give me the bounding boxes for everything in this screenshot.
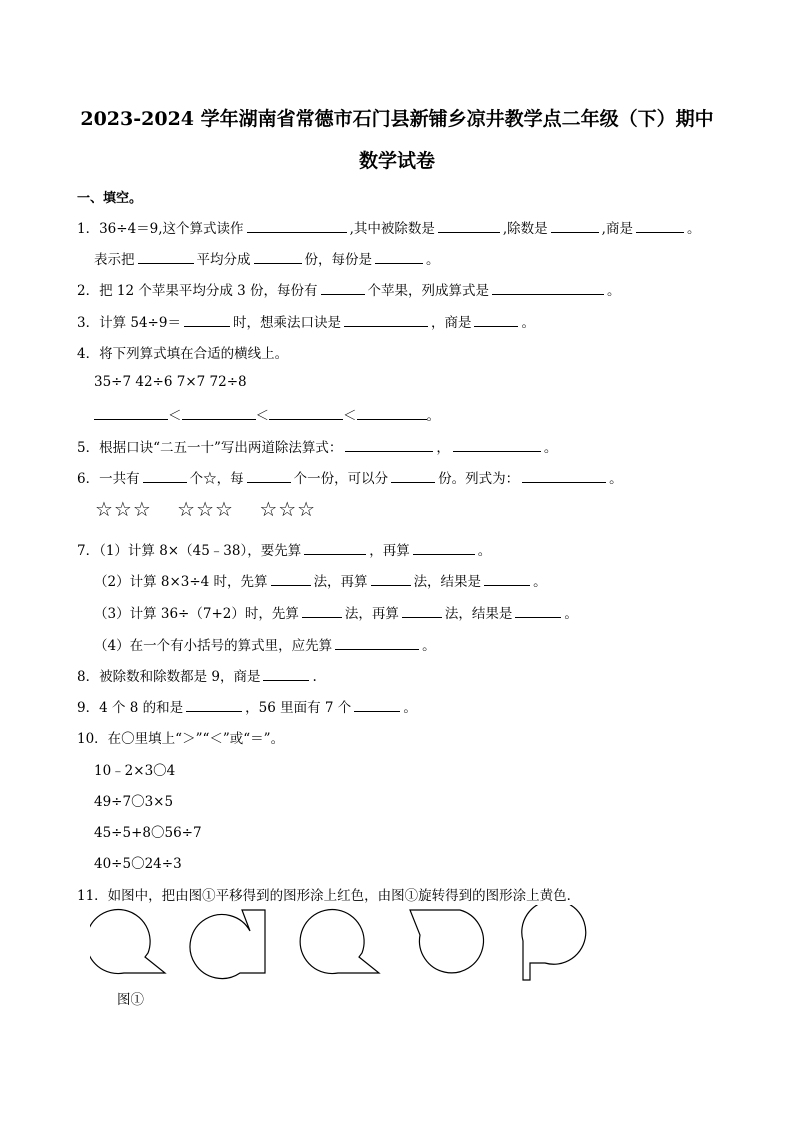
star-group-icon: ☆☆☆ bbox=[259, 497, 317, 521]
figure-4-shape bbox=[410, 910, 483, 973]
answer-blank[interactable] bbox=[186, 697, 242, 712]
answer-blank[interactable] bbox=[391, 468, 435, 483]
answer-blank[interactable] bbox=[304, 540, 366, 555]
star-group-icon: ☆☆☆ bbox=[177, 497, 234, 521]
question-7-4: （4）在一个有小括号的算式里，应先算 。 bbox=[94, 634, 436, 654]
answer-blank[interactable] bbox=[345, 437, 433, 452]
question-10: 10．在〇里填上“＞”“＜”或“＝”。 bbox=[77, 731, 285, 747]
answer-blank[interactable] bbox=[402, 603, 442, 618]
answer-blank[interactable] bbox=[182, 405, 256, 420]
star-group-icon: ☆☆☆ bbox=[95, 497, 152, 521]
question-11: 11．如图中，把由图①平移得到的图形涂上红色，由图①旋转得到的图形涂上黄色． bbox=[77, 888, 581, 904]
question-2: 2．把 12 个苹果平均分成 3 份，每份有 个苹果，列成算式是 。 bbox=[77, 279, 621, 299]
question-6: 6．一共有 个☆，每 个一份，可以分 份。列式为： 。 bbox=[77, 467, 623, 487]
answer-blank[interactable] bbox=[271, 571, 311, 586]
question-1: 1．36÷4＝9,这个算式读作 ,其中被除数是 ,除数是 ,商是 。 bbox=[77, 217, 700, 237]
compare-item[interactable]: 40÷5〇24÷3 bbox=[94, 856, 182, 872]
question-9: 9．4 个 8 的和是 ，56 里面有 7 个 。 bbox=[77, 696, 417, 716]
answer-blank[interactable] bbox=[247, 468, 291, 483]
answer-blank[interactable] bbox=[143, 468, 187, 483]
question-4-expressions: 35÷7 42÷6 7×7 72÷8 bbox=[94, 374, 247, 390]
figure-2-shape bbox=[190, 910, 265, 979]
figure-1-shape bbox=[90, 910, 165, 974]
answer-blank[interactable] bbox=[484, 571, 530, 586]
exam-title-line-1: 2023-2024 学年湖南省常德市石门县新铺乡凉井教学点二年级（下）期中 bbox=[80, 108, 714, 130]
answer-blank[interactable] bbox=[321, 280, 365, 295]
question-8: 8．被除数和除数都是 9，商是 . bbox=[77, 665, 317, 685]
answer-blank[interactable] bbox=[636, 218, 684, 233]
answer-blank[interactable] bbox=[453, 437, 541, 452]
answer-blank[interactable] bbox=[138, 249, 194, 264]
answer-blank[interactable] bbox=[254, 249, 302, 264]
question-3: 3．计算 54÷9＝ 时，想乘法口诀是 ，商是 。 bbox=[77, 311, 535, 331]
answer-blank[interactable] bbox=[515, 603, 561, 618]
shapes-figure bbox=[90, 905, 590, 985]
question-7-2: （2）计算 8×3÷4 时，先算 法，再算 法，结果是 。 bbox=[94, 570, 547, 590]
answer-blank[interactable] bbox=[94, 405, 168, 420]
answer-blank[interactable] bbox=[335, 635, 419, 650]
figure-3-shape bbox=[300, 910, 379, 974]
answer-blank[interactable] bbox=[551, 218, 599, 233]
figure-5-shape bbox=[522, 905, 586, 980]
answer-blank[interactable] bbox=[344, 312, 428, 327]
answer-blank[interactable] bbox=[492, 280, 604, 295]
answer-blank[interactable] bbox=[247, 218, 347, 233]
answer-blank[interactable] bbox=[413, 540, 475, 555]
answer-blank[interactable] bbox=[375, 249, 423, 264]
question-7-1: 7．（1）计算 8×（45﹣38），要先算 ，再算 。 bbox=[77, 539, 491, 559]
question-4-ordering: ＜ ＜ ＜ 。 bbox=[94, 404, 440, 424]
section-heading-fill-blanks: 一、填空。 bbox=[77, 191, 143, 206]
star-groups bbox=[95, 497, 334, 521]
compare-item[interactable]: 49÷7〇3×5 bbox=[94, 794, 174, 810]
figure-1-label: 图① bbox=[117, 992, 144, 1008]
answer-blank[interactable] bbox=[302, 603, 342, 618]
question-4: 4．将下列算式填在合适的横线上。 bbox=[77, 346, 289, 362]
compare-item[interactable]: 10﹣2×3〇4 bbox=[94, 763, 176, 779]
answer-blank[interactable] bbox=[371, 571, 411, 586]
question-5: 5．根据口诀“二五一十”写出两道除法算式： ， 。 bbox=[77, 436, 557, 456]
answer-blank[interactable] bbox=[357, 405, 427, 420]
question-1-continued: 表示把 平均分成 份，每份是 。 bbox=[94, 248, 440, 268]
answer-blank[interactable] bbox=[438, 218, 500, 233]
answer-blank[interactable] bbox=[522, 468, 606, 483]
answer-blank[interactable] bbox=[184, 312, 230, 327]
question-7-3: （3）计算 36÷（7+2）时，先算 法，再算 法，结果是 。 bbox=[94, 602, 578, 622]
answer-blank[interactable] bbox=[263, 666, 309, 681]
answer-blank[interactable] bbox=[474, 312, 518, 327]
answer-blank[interactable] bbox=[269, 405, 343, 420]
exam-title-line-2: 数学试卷 bbox=[358, 150, 435, 172]
answer-blank[interactable] bbox=[354, 697, 400, 712]
compare-item[interactable]: 45÷5+8〇56÷7 bbox=[94, 825, 202, 841]
